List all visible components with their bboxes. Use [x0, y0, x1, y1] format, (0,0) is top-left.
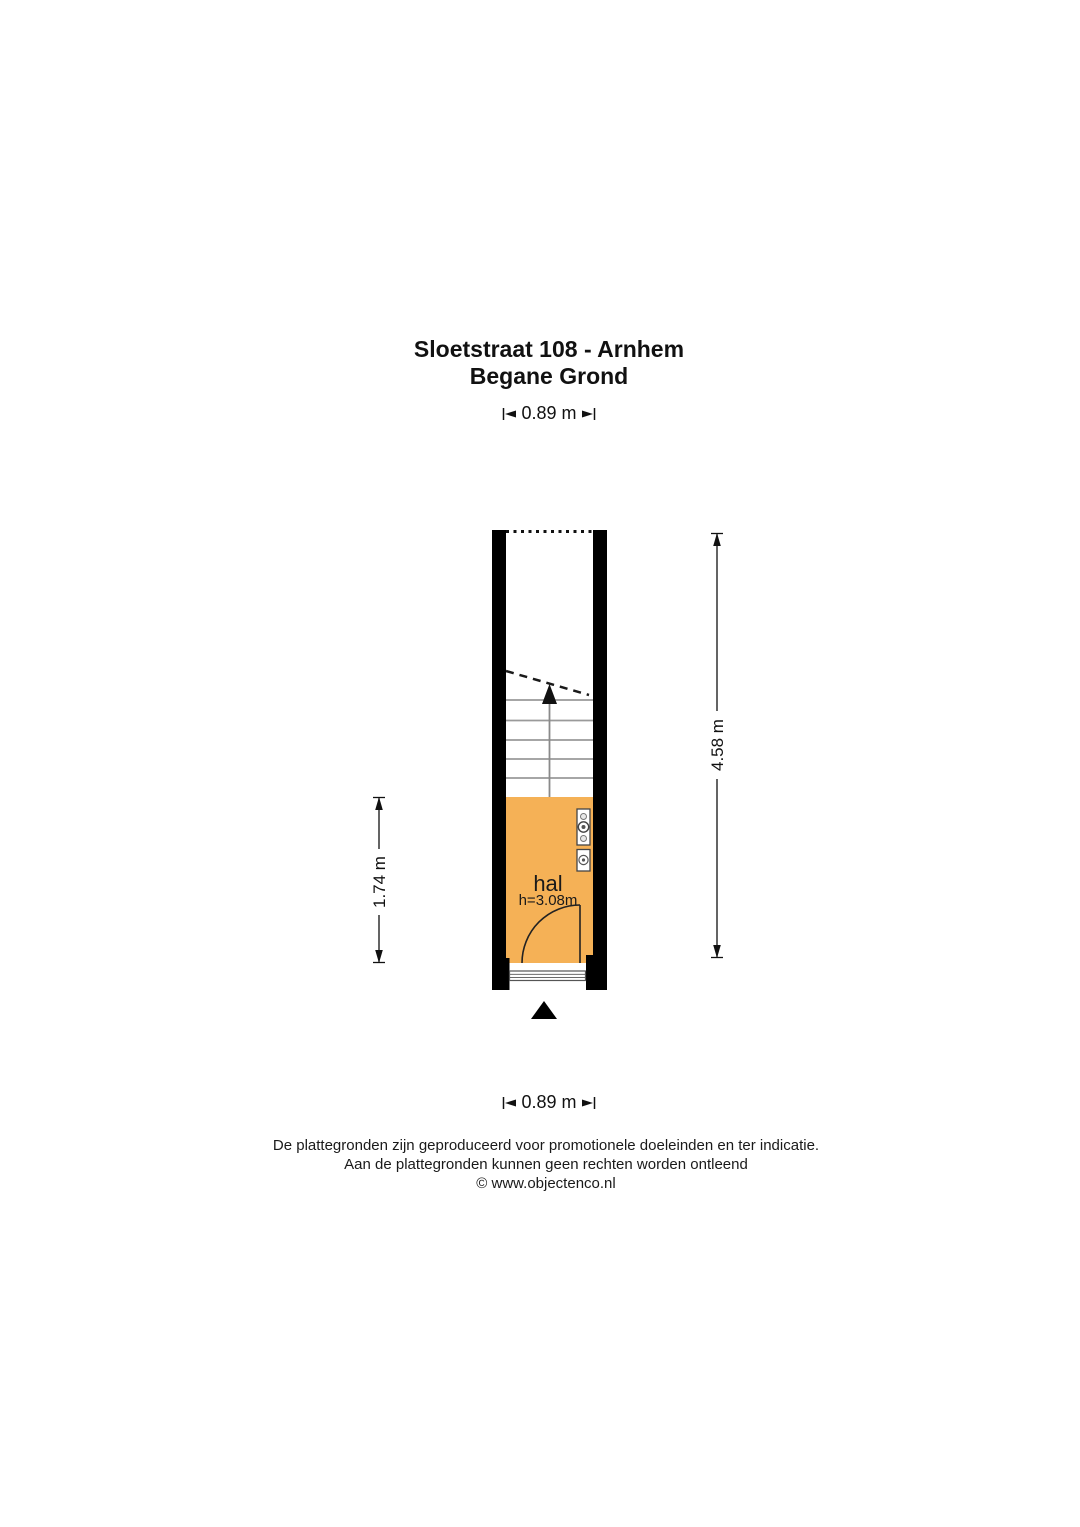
- dimension-arrow-right-icon: [582, 1097, 596, 1109]
- left-wall: [492, 530, 506, 990]
- disclaimer-copyright: © www.objectenco.nl: [476, 1175, 616, 1192]
- entrance-arrow-icon: [531, 1001, 557, 1019]
- dimension-left-value: 1.74 m: [370, 856, 389, 908]
- fixture-icon: [577, 850, 590, 872]
- page-title: [0, 336, 1080, 390]
- disclaimer-line-2: Aan de plattegronden kunnen geen rechten worden ontleend: [344, 1156, 748, 1173]
- room-hal-label: hal: [533, 871, 563, 896]
- floorplan-drawing: [330, 520, 760, 1035]
- entrance-sill: [510, 971, 586, 981]
- dimension-right-value: 4.58 m: [708, 719, 727, 771]
- title-floor: Begane Grond: [469, 363, 629, 389]
- room-hal-ceiling-height: h=3.08m: [518, 892, 578, 909]
- meter-cabinet-icon: [577, 809, 590, 845]
- dimension-bottom-width: [0, 1092, 1080, 1113]
- dimension-top-width-value: 0.89 m: [521, 403, 577, 423]
- dimension-arrow-left-icon: [502, 408, 516, 420]
- disclaimer: [0, 1136, 1080, 1193]
- dimension-bottom-width-value: 0.89 m: [521, 1092, 577, 1112]
- entrance-jamb-right: [586, 955, 593, 990]
- disclaimer-line-1: De plattegronden zijn geproduceerd voor promotionele doeleinden en ter indicatie.: [272, 1137, 820, 1154]
- dimension-arrow-left-icon: [502, 1097, 516, 1109]
- title-address: Sloetstraat 108 - Arnhem: [413, 336, 685, 362]
- dimension-arrow-right-icon: [582, 408, 596, 420]
- stair-direction-arrow-icon: [542, 684, 557, 704]
- dimension-top-width: [0, 403, 1080, 424]
- right-wall: [593, 530, 607, 990]
